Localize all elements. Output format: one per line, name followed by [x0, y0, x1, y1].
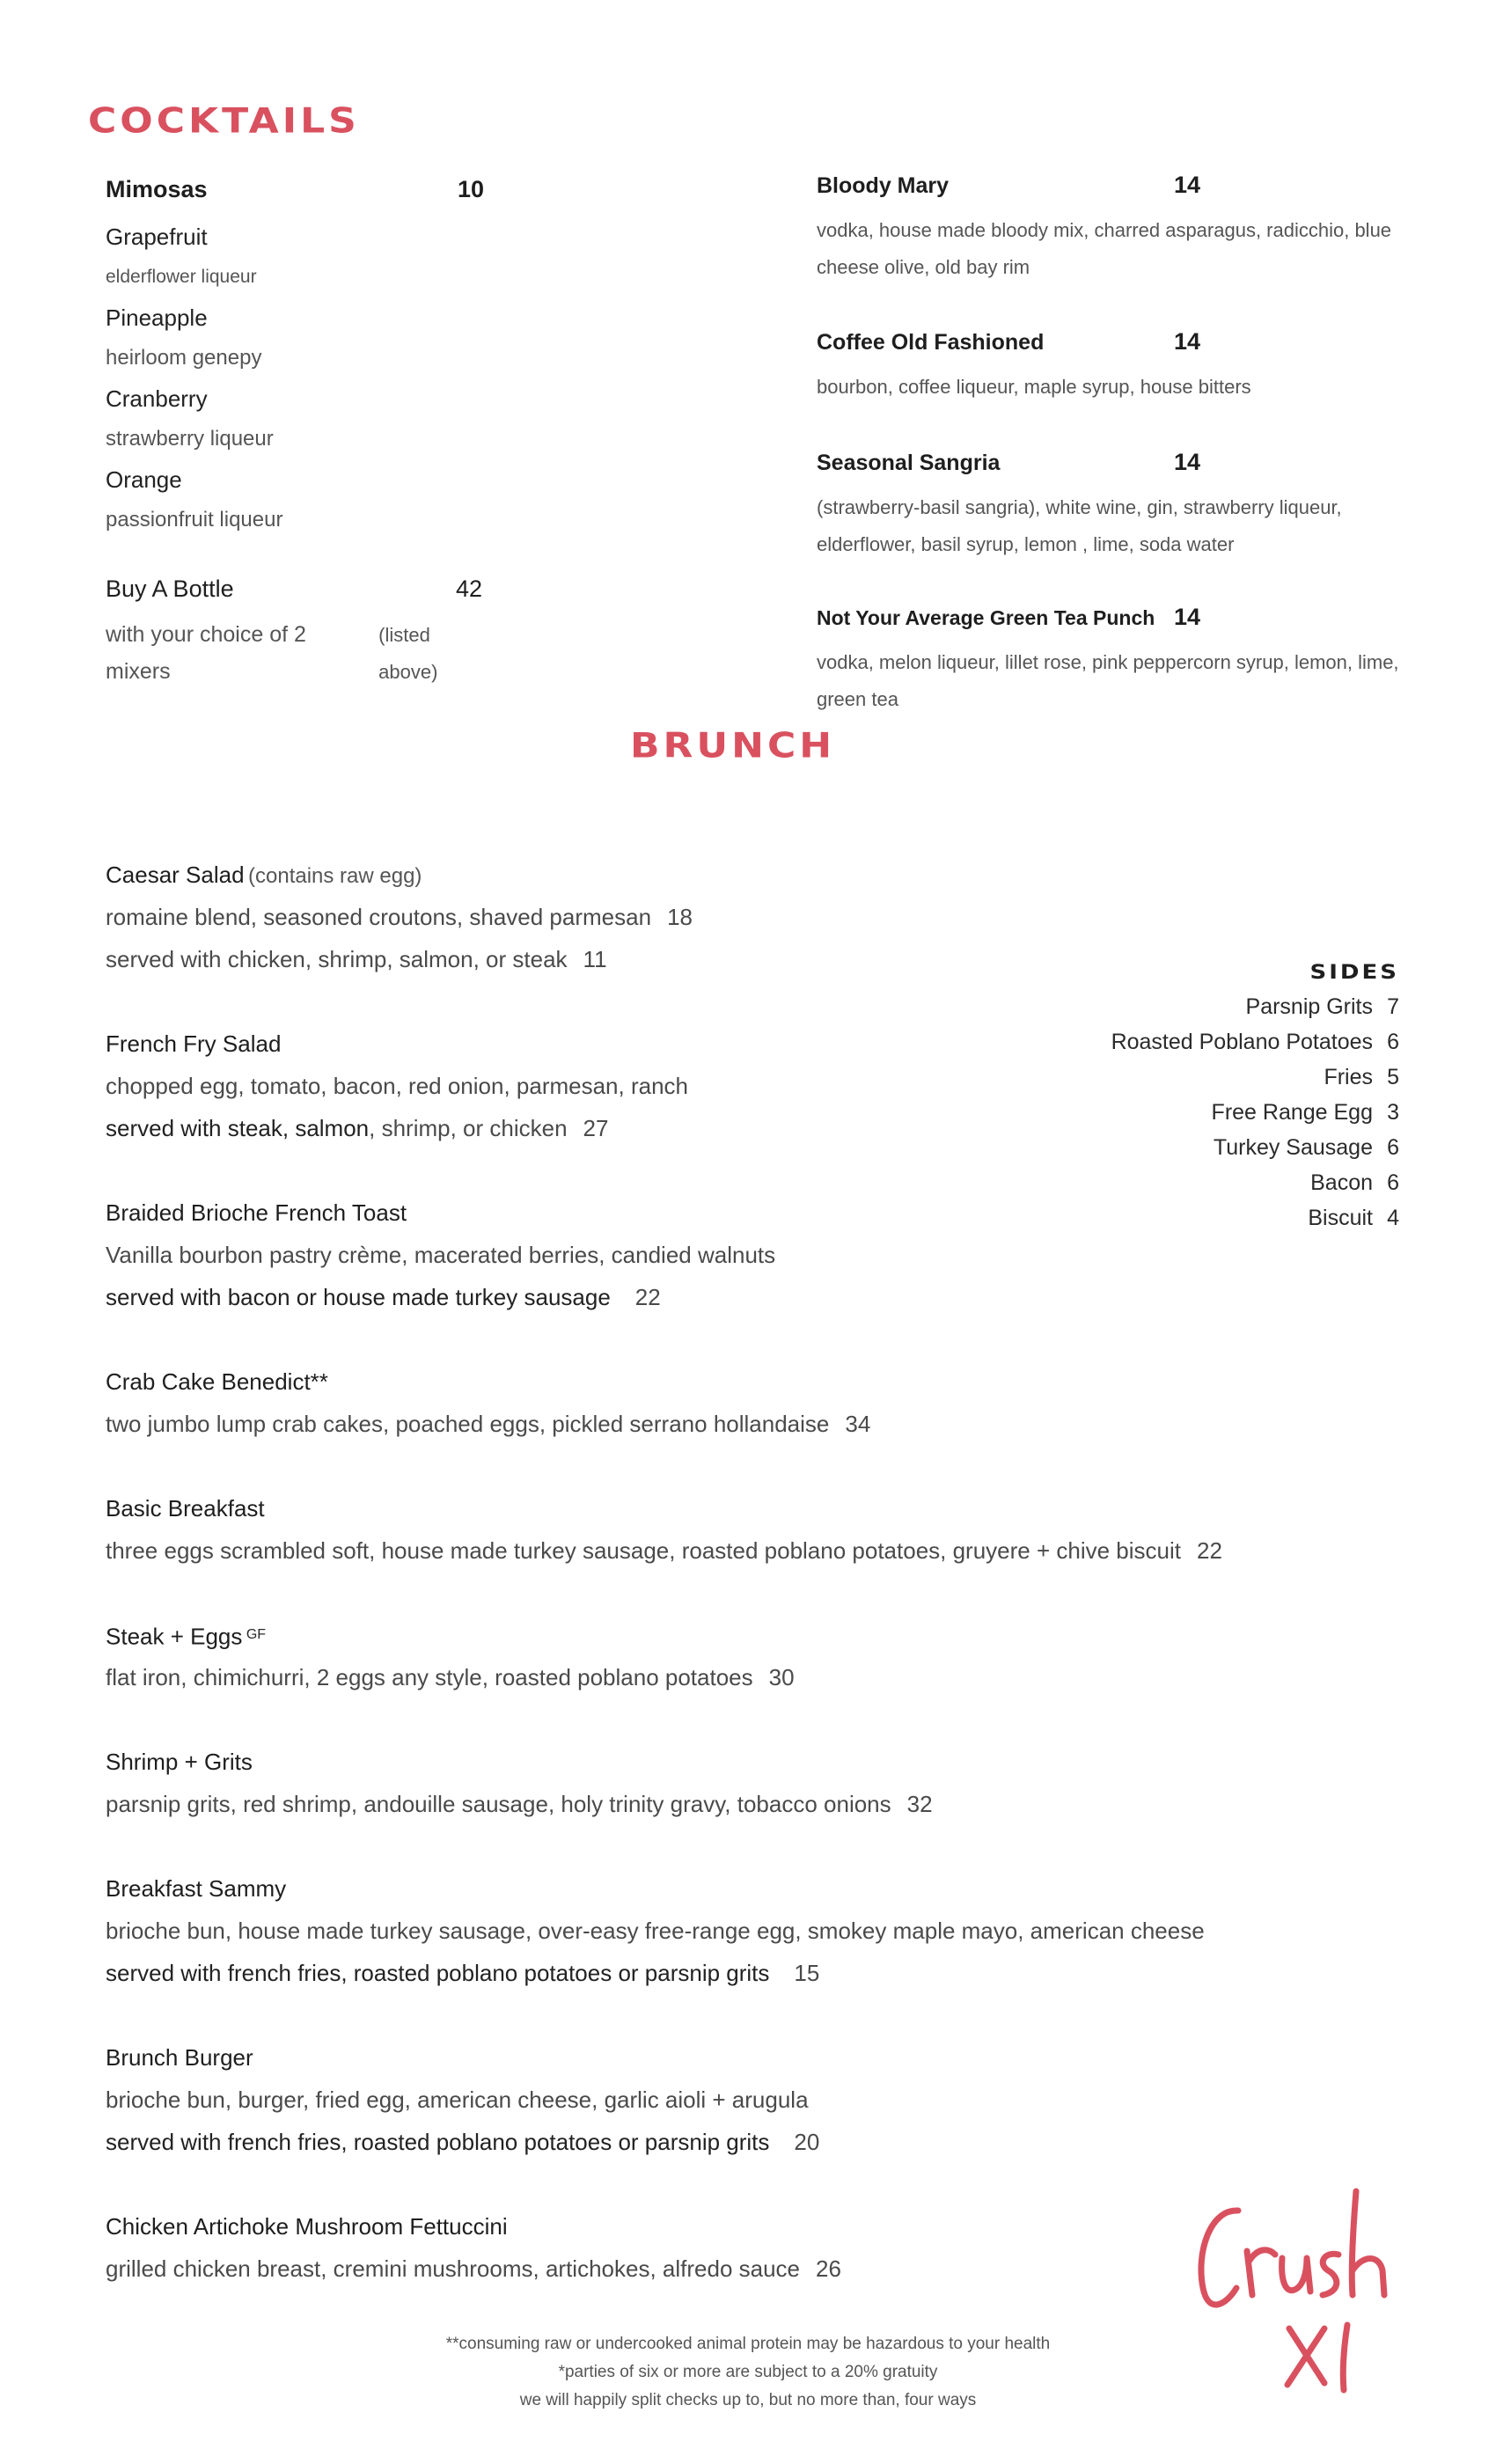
item-name: Breakfast Sammy	[106, 1875, 287, 1902]
item-price: 14	[1174, 449, 1201, 475]
item-description: vodka, melon liqueur, lillet rose, pink peppercorn syrup, lemon, lime, green tea	[817, 651, 1399, 710]
brunch-item-steak-eggs	[106, 1614, 1232, 1698]
item-name: French Fry Salad	[106, 1030, 282, 1057]
flavor-name: Pineapple	[106, 304, 208, 331]
side-item: Parsnip Grits 7	[1030, 989, 1399, 1024]
item-description: two jumbo lump crab cakes, poached eggs, pickled serrano hollandaise 34	[106, 1411, 871, 1437]
bottle-section	[106, 576, 493, 684]
flavor-name: Grapefruit	[106, 224, 208, 250]
item-name: Steak + Eggs	[106, 1623, 243, 1650]
side-price: 4	[1387, 1206, 1399, 1230]
item-description: (strawberry-basil sangria), white wine, gin, strawberry liqueur, elderflower, basil syrup, lemon , lime, soda water	[817, 496, 1342, 555]
cocktail-coffee-old-fashioned	[817, 328, 1415, 406]
item-price: 30	[768, 1664, 795, 1690]
brunch-item-basic-breakfast	[106, 1487, 1232, 1572]
cocktail-bloody-mary	[817, 172, 1415, 286]
side-price: 6	[1387, 1030, 1399, 1054]
item-name: Basic Breakfast	[106, 1495, 265, 1522]
item-addon: served with steak, salmon, shrimp, or chicken 27	[106, 1115, 609, 1141]
item-description: vodka, house made bloody mix, charred asparagus, radicchio, blue cheese olive, old bay rim	[817, 219, 1392, 278]
item-price: 34	[845, 1411, 871, 1437]
item-name: Crab Cake Benedict**	[106, 1368, 328, 1395]
flavor-note: passionfruit liqueur	[106, 508, 283, 532]
item-name: Seasonal Sangria	[817, 451, 1001, 475]
sides-section	[1030, 959, 1399, 1236]
mimosas-section	[106, 176, 493, 540]
item-price: 32	[906, 1791, 933, 1817]
item-price: 14	[1174, 328, 1201, 355]
item-price: 27	[583, 1115, 609, 1141]
item-description: brioche bun, house made turkey sausage, over-easy free-range egg, smokey maple mayo, american cheese	[106, 1918, 1205, 1944]
item-price: 42	[456, 576, 483, 602]
item-name: Chicken Artichoke Mushroom Fettuccini	[106, 2213, 508, 2240]
item-price: 14	[1174, 172, 1201, 198]
item-description: romaine blend, seasoned croutons, shaved parmesan 18	[106, 904, 693, 930]
item-price: 26	[816, 2255, 841, 2282]
item-price: 22	[1197, 1537, 1222, 1564]
item-name: Brunch Burger	[106, 2044, 253, 2071]
bottle-header	[106, 576, 493, 616]
sides-heading: SIDES	[1309, 961, 1399, 985]
item-note: (contains raw egg)	[248, 864, 422, 888]
cocktails-heading: COCKTAILS	[88, 100, 360, 142]
flavor-name: Cranberry	[106, 385, 208, 412]
side-price: 3	[1387, 1100, 1399, 1125]
brunch-item-crab-cake-benedict	[106, 1360, 1232, 1445]
bottle-note: (listed above)	[378, 624, 438, 683]
flavor-name: Orange	[106, 466, 182, 493]
item-price: 14	[1174, 604, 1201, 630]
item-price: 18	[667, 904, 693, 930]
item-description: grilled chicken breast, cremini mushrooms, artichokes, alfredo sauce 26	[106, 2255, 841, 2282]
item-name: Bloody Mary	[817, 173, 950, 198]
item-description: chopped egg, tomato, bacon, red onion, parmesan, ranch	[106, 1073, 688, 1099]
item-name: Caesar Salad	[106, 862, 245, 888]
item-name: Not Your Average Green Tea Punch	[817, 606, 1155, 629]
flavor-note: heirloom genepy	[106, 346, 262, 370]
side-item: Bacon 6	[1030, 1165, 1399, 1200]
brunch-heading: BRUNCH	[630, 725, 836, 766]
item-description: parsnip grits, red shrimp, andouille sausage, holy trinity gravy, tobacco onions 32	[106, 1791, 933, 1817]
side-item: Free Range Egg 3	[1030, 1095, 1399, 1130]
brunch-item-fettuccini	[106, 2205, 1232, 2290]
item-addon: served with french fries, roasted poblano potatoes or parsnip grits 15	[106, 1960, 820, 1986]
item-price: 22	[634, 1284, 661, 1310]
side-price: 6	[1387, 1170, 1399, 1195]
item-description: bourbon, coffee liqueur, maple syrup, house bitters	[817, 376, 1251, 398]
item-description	[106, 616, 493, 684]
mimosas-header	[106, 176, 493, 216]
brunch-item-brunch-burger	[106, 2036, 1232, 2163]
bottle-desc: with your choice of 2 mixers	[106, 622, 306, 684]
item-name: Buy A Bottle	[106, 576, 234, 602]
side-item: Turkey Sausage 6	[1030, 1130, 1399, 1165]
item-addon: served with french fries, roasted poblano potatoes or parsnip grits 20	[106, 2129, 820, 2155]
footer-line: *parties of six or more are subject to a 20% gratuity	[558, 2363, 938, 2381]
brunch-item-breakfast-sammy	[106, 1867, 1232, 1994]
item-price: 20	[794, 2129, 820, 2155]
side-item: Fries 5	[1030, 1060, 1399, 1095]
item-description: flat iron, chimichurri, 2 eggs any style, roasted poblano potatoes 30	[106, 1664, 795, 1690]
side-item: Biscuit 4	[1030, 1200, 1399, 1236]
side-item: Roasted Poblano Potatoes 6	[1030, 1024, 1399, 1060]
item-description: brioche bun, burger, fried egg, american cheese, garlic aioli + arugula	[106, 2086, 809, 2113]
item-addon: served with chicken, shrimp, salmon, or steak 11	[106, 946, 607, 972]
item-price: 15	[794, 1960, 820, 1986]
brunch-item-shrimp-grits	[106, 1741, 1232, 1825]
item-description: three eggs scrambled soft, house made turkey sausage, roasted poblano potatoes, gruyere + chive biscuit 22	[106, 1537, 1222, 1564]
item-name: Coffee Old Fashioned	[817, 330, 1045, 355]
item-name: Braided Brioche French Toast	[106, 1199, 407, 1226]
side-price: 7	[1387, 994, 1399, 1019]
footer-line: **consuming raw or undercooked animal protein may be hazardous to your health	[445, 2335, 1051, 2353]
side-price: 5	[1387, 1065, 1399, 1089]
side-price: 6	[1387, 1135, 1399, 1160]
gluten-free-tag: GF	[246, 1627, 267, 1642]
footer-line: we will happily split checks up to, but no more than, four ways	[519, 2391, 977, 2409]
flavor-note: elderflower liqueur	[106, 267, 257, 287]
footer-notes	[0, 2330, 1496, 2415]
item-name: Shrimp + Grits	[106, 1749, 253, 1775]
item-price: 10	[458, 176, 485, 202]
item-name: Mimosas	[106, 176, 208, 202]
item-description: Vanilla bourbon pastry crème, macerated berries, candied walnuts	[106, 1242, 776, 1268]
item-price: 11	[583, 946, 607, 972]
cocktail-seasonal-sangria	[817, 449, 1415, 563]
flavor-note: strawberry liqueur	[106, 427, 274, 451]
cocktail-green-tea-punch	[817, 604, 1415, 718]
item-addon: served with bacon or house made turkey sausage 22	[106, 1284, 661, 1310]
